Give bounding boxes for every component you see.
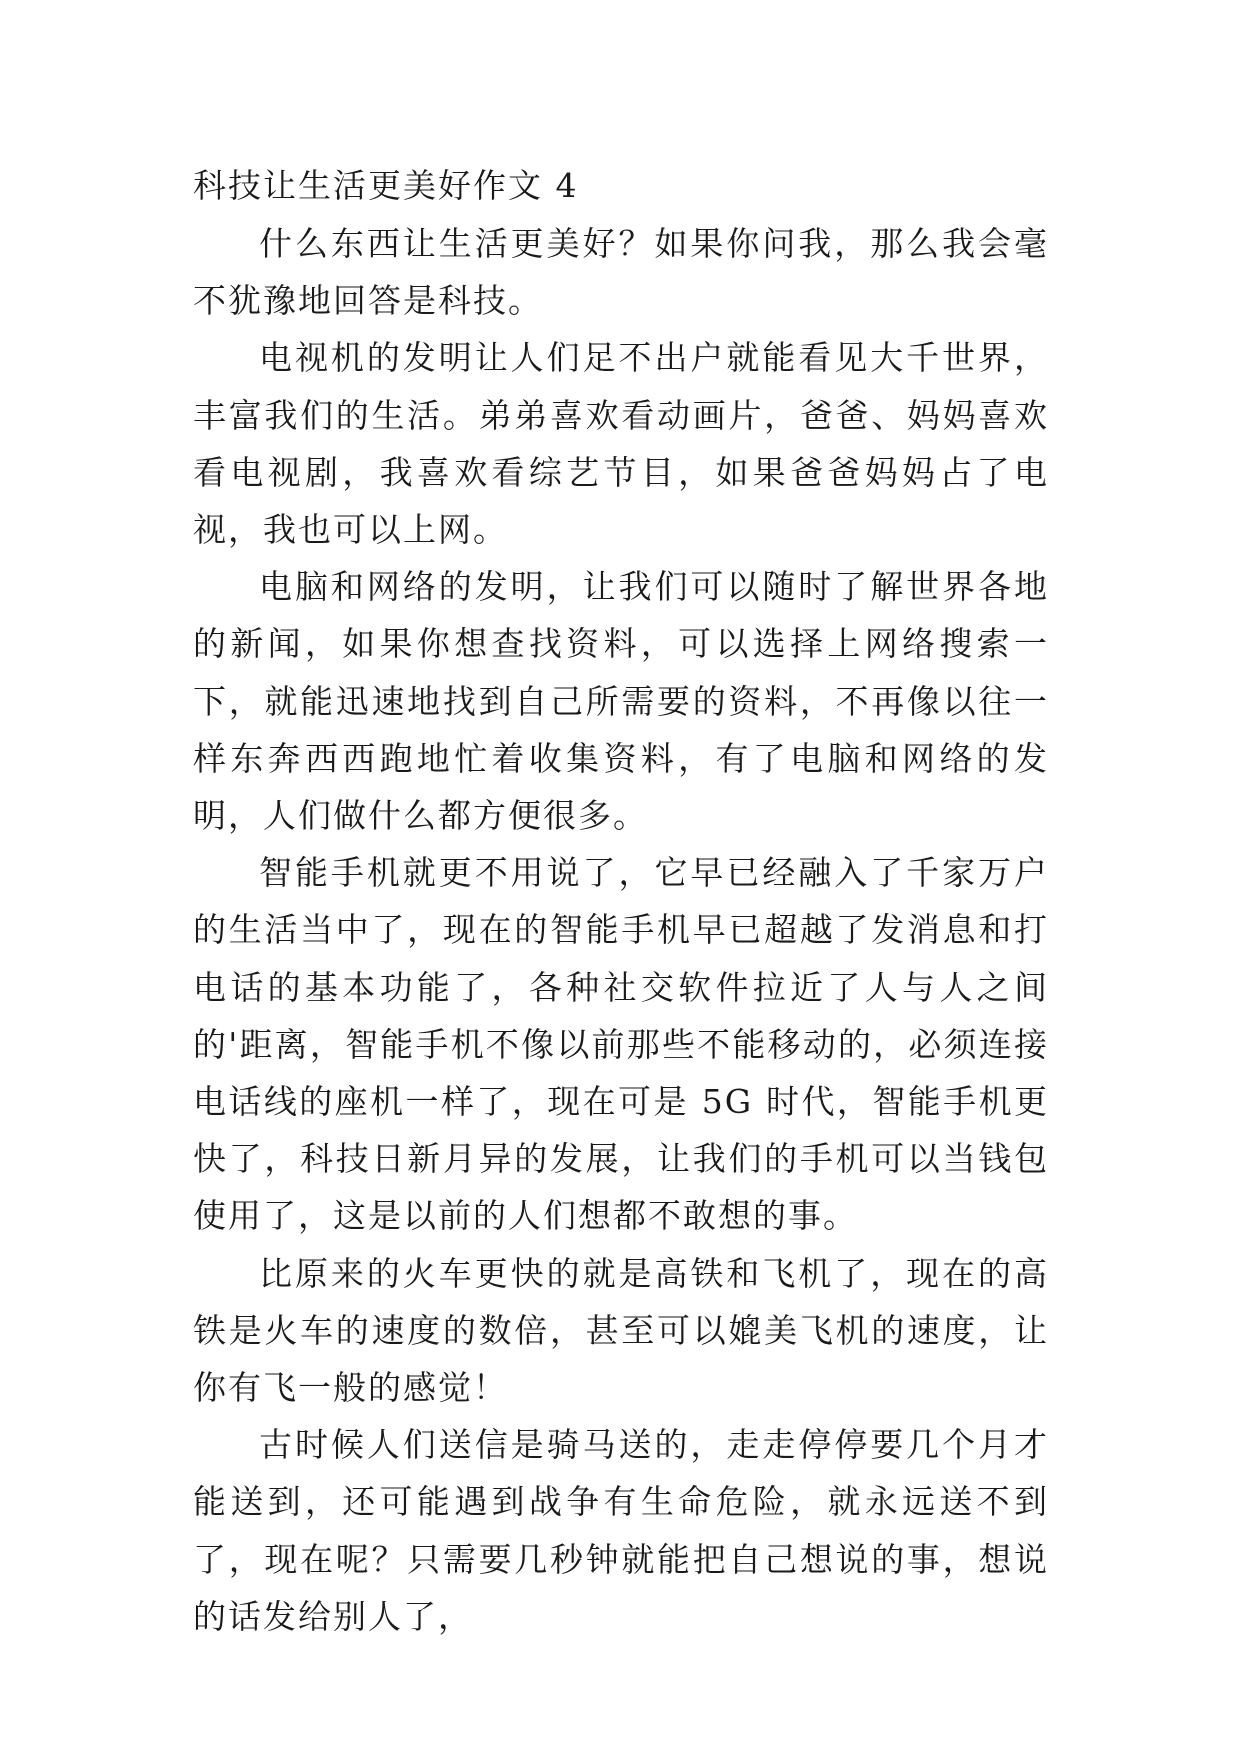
paragraph-5: 比原来的火车更快的就是高铁和飞机了，现在的高铁是火车的速度的数倍，甚至可以媲美飞机的速度，让你有飞一般的感觉！ [193,1253,1049,1408]
paragraph-1: 什么东西让生活更美好？如果你问我，那么我会毫不犹豫地回答是科技。 [193,224,1049,321]
document-title: 科技让生活更美好作文 4 [193,166,579,205]
paragraph-3: 电脑和网络的发明，让我们可以随时了解世界各地的新闻，如果你想查找资料，可以选择上网络搜索一下，就能迅速地找到自己所需要的资料，不再像以往一样东奔西西跑地忙着收集资料，有了电脑和网络的发明，人们做什么都方便很多。 [193,567,1049,836]
paragraph-2: 电视机的发明让人们足不出户就能看见大千世界，丰富我们的生活。弟弟喜欢看动画片，爸爸、妈妈喜欢看电视剧，我喜欢看综艺节目，如果爸爸妈妈占了电视，我也可以上网。 [193,338,1049,550]
paragraph-4: 智能手机就更不用说了，它早已经融入了千家万户的生活当中了，现在的智能手机早已超越了发消息和打电话的基本功能了，各种社交软件拉近了人与人之间的'距离，智能手机不像以前那些不能移动的，必须连接电话线的座机一样了，现在可是 5G 时代，智能手机更快了，科技日新月异的发展，让我们的手机可以当钱包使用了，这是以前的人们想都不敢想的事。 [193,853,1049,1236]
paragraph-6: 古时候人们送信是骑马送的，走走停停要几个月才能送到，还可能遇到战争有生命危险，就永远送不到了，现在呢？只需要几秒钟就能把自己想说的事，想说的话发给别人了， [193,1425,1049,1636]
document-page [193,157,1049,1645]
